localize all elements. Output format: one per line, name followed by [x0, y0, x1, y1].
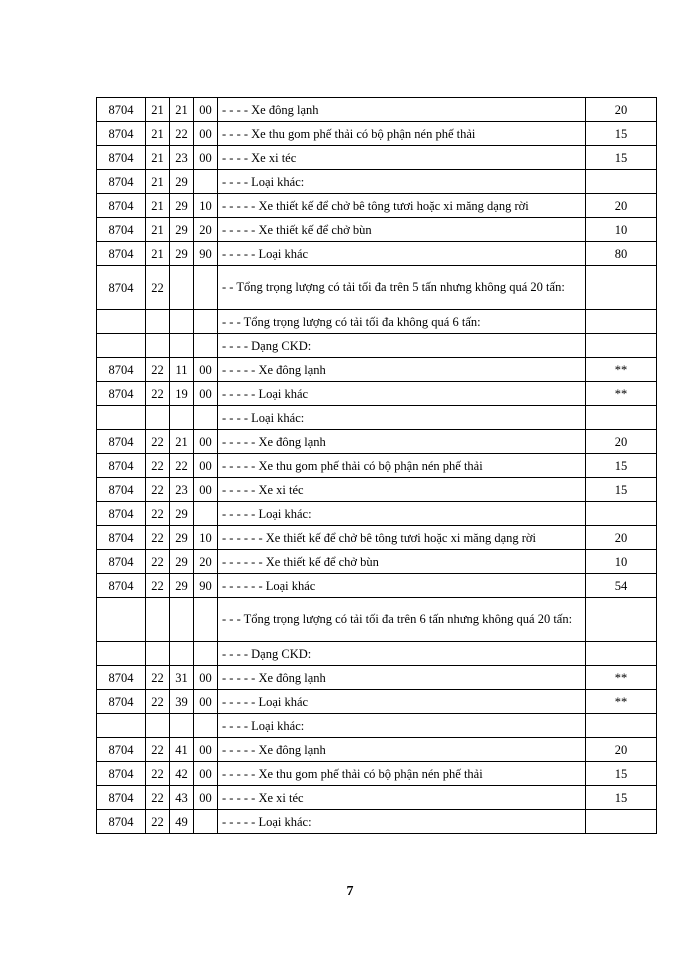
- tax-rate-cell: [586, 170, 657, 194]
- heading-code-cell: 8704: [97, 738, 146, 762]
- subheading-code-cell: [146, 642, 170, 666]
- description-cell: - - - - - Xe đông lạnh: [218, 666, 586, 690]
- item-code-cell: [170, 406, 194, 430]
- heading-code-cell: [97, 598, 146, 642]
- description-cell: - - - - Loại khác:: [218, 170, 586, 194]
- description-cell: - - - - - Loại khác: [218, 690, 586, 714]
- description-cell: - - - - - - Xe thiết kế để chở bê tông tươi hoặc xi măng dạng rời: [218, 526, 586, 550]
- heading-code-cell: 8704: [97, 550, 146, 574]
- subheading-code-cell: 22: [146, 738, 170, 762]
- line-code-cell: 00: [194, 430, 218, 454]
- item-code-cell: 43: [170, 786, 194, 810]
- line-code-cell: 90: [194, 242, 218, 266]
- item-code-cell: 41: [170, 738, 194, 762]
- line-code-cell: 00: [194, 762, 218, 786]
- subheading-code-cell: 22: [146, 762, 170, 786]
- description-cell: - - - - - Xe đông lạnh: [218, 430, 586, 454]
- tax-rate-cell: 15: [586, 122, 657, 146]
- subheading-code-cell: [146, 714, 170, 738]
- item-code-cell: [170, 714, 194, 738]
- line-code-cell: 10: [194, 526, 218, 550]
- description-cell: - - - - - Loại khác:: [218, 810, 586, 834]
- description-cell: - - - Tổng trọng lượng có tải tối đa không quá 6 tấn:: [218, 310, 586, 334]
- subheading-code-cell: 21: [146, 122, 170, 146]
- line-code-cell: 00: [194, 738, 218, 762]
- table-row: [97, 738, 657, 762]
- description-cell: - - - - - Xe đông lạnh: [218, 358, 586, 382]
- tax-rate-cell: 15: [586, 478, 657, 502]
- tax-rate-cell: [586, 714, 657, 738]
- subheading-code-cell: 21: [146, 218, 170, 242]
- description-cell: - - - - - Xe thiết kế để chở bùn: [218, 218, 586, 242]
- item-code-cell: 11: [170, 358, 194, 382]
- table-row: [97, 598, 657, 642]
- table-row: [97, 266, 657, 310]
- line-code-cell: 10: [194, 194, 218, 218]
- table-row: [97, 98, 657, 122]
- table-row: [97, 666, 657, 690]
- line-code-cell: 00: [194, 382, 218, 406]
- tax-rate-cell: 15: [586, 786, 657, 810]
- tariff-table-body: [97, 98, 657, 834]
- tax-rate-cell: 54: [586, 574, 657, 598]
- table-row: [97, 454, 657, 478]
- line-code-cell: [194, 598, 218, 642]
- tax-rate-cell: **: [586, 358, 657, 382]
- heading-code-cell: [97, 642, 146, 666]
- line-code-cell: [194, 714, 218, 738]
- description-cell: - - - - - Xe thu gom phế thải có bộ phận nén phế thải: [218, 762, 586, 786]
- item-code-cell: 21: [170, 430, 194, 454]
- table-row: [97, 550, 657, 574]
- tax-rate-cell: [586, 642, 657, 666]
- heading-code-cell: 8704: [97, 666, 146, 690]
- subheading-code-cell: 21: [146, 98, 170, 122]
- item-code-cell: 29: [170, 242, 194, 266]
- subheading-code-cell: [146, 406, 170, 430]
- tax-rate-cell: 80: [586, 242, 657, 266]
- line-code-cell: 00: [194, 690, 218, 714]
- tax-rate-cell: 15: [586, 146, 657, 170]
- heading-code-cell: 8704: [97, 122, 146, 146]
- subheading-code-cell: 22: [146, 550, 170, 574]
- tax-rate-cell: 20: [586, 738, 657, 762]
- line-code-cell: [194, 334, 218, 358]
- subheading-code-cell: 21: [146, 242, 170, 266]
- table-row: [97, 762, 657, 786]
- tax-rate-cell: 15: [586, 762, 657, 786]
- tax-rate-cell: 15: [586, 454, 657, 478]
- heading-code-cell: 8704: [97, 690, 146, 714]
- item-code-cell: 39: [170, 690, 194, 714]
- table-row: [97, 310, 657, 334]
- table-row: [97, 574, 657, 598]
- tax-rate-cell: **: [586, 690, 657, 714]
- table-row: [97, 502, 657, 526]
- description-cell: - - - - - Loại khác:: [218, 502, 586, 526]
- item-code-cell: 23: [170, 478, 194, 502]
- tax-rate-cell: 10: [586, 550, 657, 574]
- subheading-code-cell: [146, 598, 170, 642]
- item-code-cell: 21: [170, 98, 194, 122]
- tax-rate-cell: **: [586, 666, 657, 690]
- table-row: [97, 406, 657, 430]
- item-code-cell: 29: [170, 170, 194, 194]
- heading-code-cell: 8704: [97, 762, 146, 786]
- line-code-cell: 90: [194, 574, 218, 598]
- subheading-code-cell: 22: [146, 526, 170, 550]
- item-code-cell: 29: [170, 218, 194, 242]
- line-code-cell: 00: [194, 786, 218, 810]
- table-row: [97, 526, 657, 550]
- heading-code-cell: [97, 310, 146, 334]
- subheading-code-cell: 22: [146, 382, 170, 406]
- tax-rate-cell: [586, 598, 657, 642]
- item-code-cell: 29: [170, 574, 194, 598]
- tax-rate-cell: 10: [586, 218, 657, 242]
- line-code-cell: 00: [194, 122, 218, 146]
- line-code-cell: [194, 642, 218, 666]
- description-cell: - - Tổng trọng lượng có tải tối đa trên 5 tấn nhưng không quá 20 tấn:: [218, 266, 586, 310]
- table-row: [97, 358, 657, 382]
- subheading-code-cell: 22: [146, 502, 170, 526]
- subheading-code-cell: 22: [146, 574, 170, 598]
- line-code-cell: [194, 502, 218, 526]
- description-cell: - - - - - Loại khác: [218, 382, 586, 406]
- item-code-cell: 29: [170, 550, 194, 574]
- item-code-cell: 49: [170, 810, 194, 834]
- subheading-code-cell: 21: [146, 194, 170, 218]
- line-code-cell: 00: [194, 146, 218, 170]
- line-code-cell: 00: [194, 454, 218, 478]
- table-row: [97, 334, 657, 358]
- heading-code-cell: 8704: [97, 242, 146, 266]
- tax-rate-cell: 20: [586, 430, 657, 454]
- subheading-code-cell: [146, 334, 170, 358]
- line-code-cell: [194, 266, 218, 310]
- heading-code-cell: 8704: [97, 382, 146, 406]
- item-code-cell: 29: [170, 502, 194, 526]
- heading-code-cell: 8704: [97, 526, 146, 550]
- subheading-code-cell: 21: [146, 146, 170, 170]
- line-code-cell: 20: [194, 550, 218, 574]
- subheading-code-cell: 22: [146, 810, 170, 834]
- heading-code-cell: 8704: [97, 810, 146, 834]
- item-code-cell: 42: [170, 762, 194, 786]
- description-cell: - - - - - - Loại khác: [218, 574, 586, 598]
- description-cell: - - - - Xe thu gom phế thải có bộ phận nén phế thải: [218, 122, 586, 146]
- tax-rate-cell: 20: [586, 526, 657, 550]
- line-code-cell: [194, 170, 218, 194]
- table-row: [97, 122, 657, 146]
- item-code-cell: 23: [170, 146, 194, 170]
- subheading-code-cell: 22: [146, 478, 170, 502]
- tax-rate-cell: 20: [586, 194, 657, 218]
- description-cell: - - - - Xe đông lạnh: [218, 98, 586, 122]
- table-row: [97, 642, 657, 666]
- heading-code-cell: 8704: [97, 358, 146, 382]
- heading-code-cell: [97, 334, 146, 358]
- line-code-cell: 00: [194, 478, 218, 502]
- line-code-cell: 20: [194, 218, 218, 242]
- tax-rate-cell: [586, 502, 657, 526]
- line-code-cell: [194, 810, 218, 834]
- heading-code-cell: [97, 714, 146, 738]
- item-code-cell: 22: [170, 122, 194, 146]
- table-row: [97, 714, 657, 738]
- line-code-cell: 00: [194, 98, 218, 122]
- tax-rate-cell: [586, 406, 657, 430]
- description-cell: - - - - Loại khác:: [218, 714, 586, 738]
- description-cell: - - - - - Loại khác: [218, 242, 586, 266]
- subheading-code-cell: 22: [146, 454, 170, 478]
- table-row: [97, 430, 657, 454]
- description-cell: - - - - - - Xe thiết kế để chở bùn: [218, 550, 586, 574]
- subheading-code-cell: 22: [146, 690, 170, 714]
- heading-code-cell: 8704: [97, 786, 146, 810]
- line-code-cell: [194, 406, 218, 430]
- item-code-cell: 31: [170, 666, 194, 690]
- subheading-code-cell: 22: [146, 786, 170, 810]
- description-cell: - - - - - Xe thu gom phế thải có bộ phận nén phế thải: [218, 454, 586, 478]
- line-code-cell: 00: [194, 358, 218, 382]
- tax-rate-cell: [586, 310, 657, 334]
- description-cell: - - - - - Xe xi téc: [218, 478, 586, 502]
- table-row: [97, 170, 657, 194]
- table-row: [97, 478, 657, 502]
- table-row: [97, 786, 657, 810]
- description-cell: - - - - Dạng CKD:: [218, 642, 586, 666]
- item-code-cell: 22: [170, 454, 194, 478]
- line-code-cell: [194, 310, 218, 334]
- item-code-cell: 19: [170, 382, 194, 406]
- description-cell: - - - Tổng trọng lượng có tải tối đa trên 6 tấn nhưng không quá 20 tấn:: [218, 598, 586, 642]
- tax-rate-cell: [586, 810, 657, 834]
- description-cell: - - - - Xe xi téc: [218, 146, 586, 170]
- description-cell: - - - - - Xe xi téc: [218, 786, 586, 810]
- heading-code-cell: 8704: [97, 218, 146, 242]
- heading-code-cell: 8704: [97, 98, 146, 122]
- heading-code-cell: 8704: [97, 170, 146, 194]
- description-cell: - - - - - Xe đông lạnh: [218, 738, 586, 762]
- description-cell: - - - - Dạng CKD:: [218, 334, 586, 358]
- item-code-cell: [170, 598, 194, 642]
- heading-code-cell: 8704: [97, 266, 146, 310]
- heading-code-cell: [97, 406, 146, 430]
- table-row: [97, 382, 657, 406]
- line-code-cell: 00: [194, 666, 218, 690]
- item-code-cell: [170, 642, 194, 666]
- subheading-code-cell: 22: [146, 358, 170, 382]
- subheading-code-cell: 22: [146, 666, 170, 690]
- tariff-table: [96, 97, 657, 834]
- item-code-cell: [170, 334, 194, 358]
- description-cell: - - - - Loại khác:: [218, 406, 586, 430]
- description-cell: - - - - - Xe thiết kế để chở bê tông tươi hoặc xi măng dạng rời: [218, 194, 586, 218]
- table-row: [97, 810, 657, 834]
- heading-code-cell: 8704: [97, 194, 146, 218]
- tax-rate-cell: **: [586, 382, 657, 406]
- heading-code-cell: 8704: [97, 574, 146, 598]
- subheading-code-cell: 22: [146, 266, 170, 310]
- item-code-cell: 29: [170, 194, 194, 218]
- item-code-cell: [170, 266, 194, 310]
- table-row: [97, 194, 657, 218]
- heading-code-cell: 8704: [97, 502, 146, 526]
- table-row: [97, 690, 657, 714]
- tax-rate-cell: [586, 334, 657, 358]
- heading-code-cell: 8704: [97, 430, 146, 454]
- item-code-cell: [170, 310, 194, 334]
- tax-rate-cell: [586, 266, 657, 310]
- page-number: 7: [346, 884, 354, 899]
- table-row: [97, 218, 657, 242]
- table-row: [97, 242, 657, 266]
- tax-rate-cell: 20: [586, 98, 657, 122]
- heading-code-cell: 8704: [97, 478, 146, 502]
- subheading-code-cell: 21: [146, 170, 170, 194]
- subheading-code-cell: 22: [146, 430, 170, 454]
- heading-code-cell: 8704: [97, 146, 146, 170]
- item-code-cell: 29: [170, 526, 194, 550]
- table-row: [97, 146, 657, 170]
- subheading-code-cell: [146, 310, 170, 334]
- heading-code-cell: 8704: [97, 454, 146, 478]
